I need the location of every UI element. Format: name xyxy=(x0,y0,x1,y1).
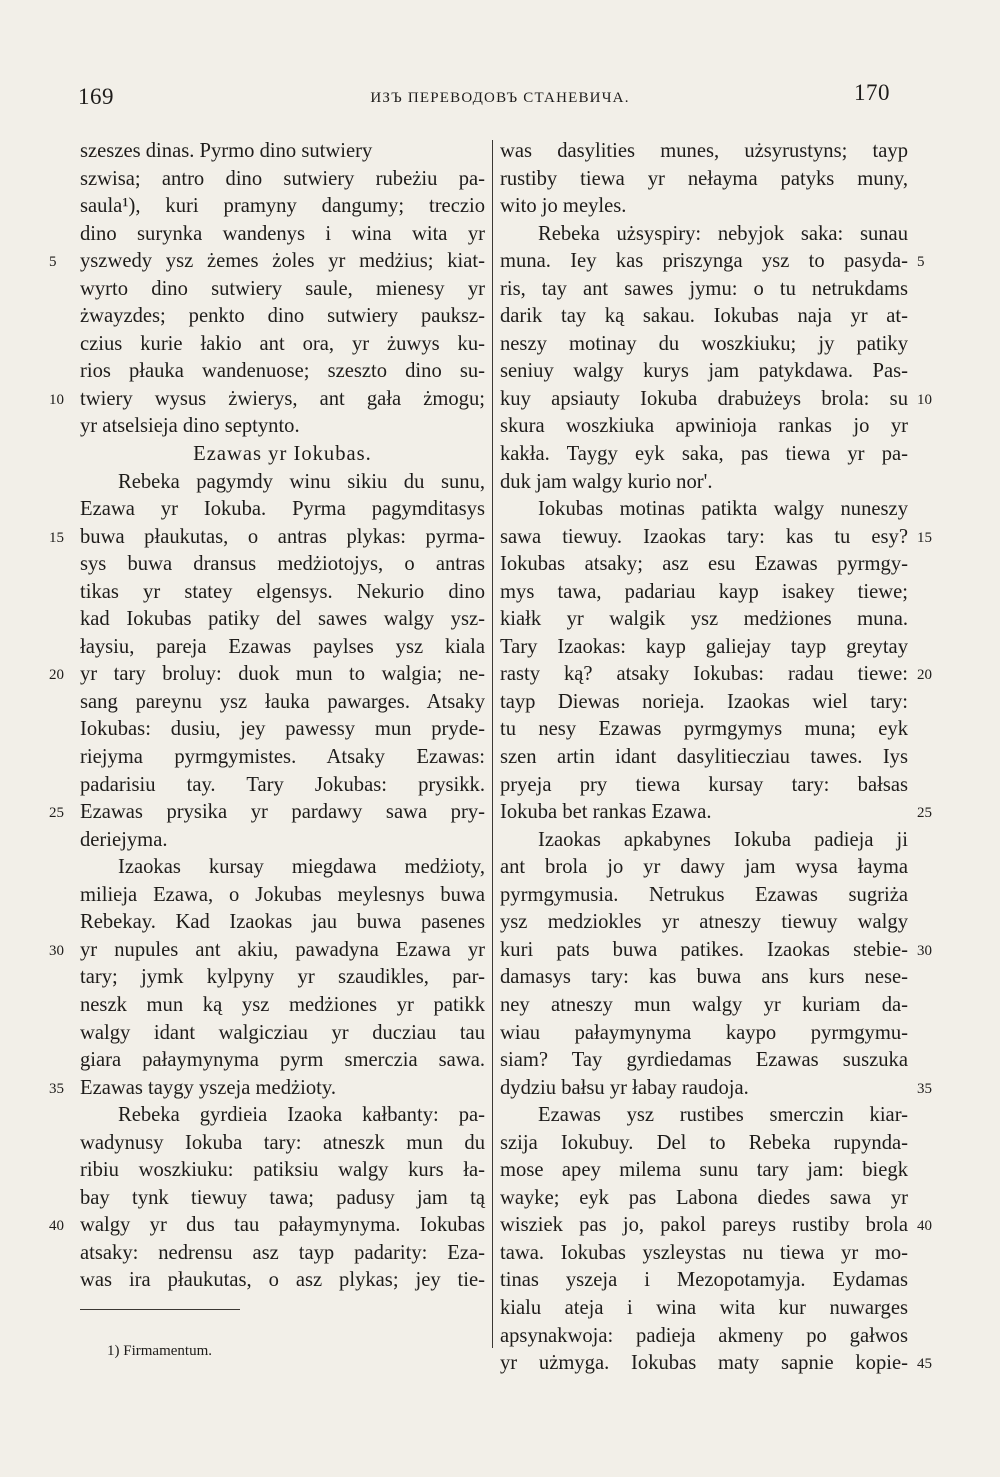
text-line: yr tary broluy: duok mun to walgia; ne- xyxy=(80,663,485,686)
text-line: Iokuba bet rankas Ezawa. xyxy=(500,801,712,824)
text-line: rios płauka wandenuose; szeszto dino su- xyxy=(80,360,485,383)
right-column xyxy=(500,138,908,1378)
text-line: buwa płaukutas, o antras plykas: pyrma- xyxy=(80,525,485,548)
line-number-right: 25 xyxy=(917,805,932,822)
text-line: walgy idant walgicziau yr ducziau tau xyxy=(80,1021,485,1044)
line-number-left: 30 xyxy=(49,942,64,959)
text-line: ant brola jo yr dawy jam wysa łayma xyxy=(500,856,908,879)
text-line: Izaokas kursay miegdawa medżioty, xyxy=(118,856,485,879)
text-line: tayp Diewas norieja. Izaokas wiel tary: xyxy=(500,690,908,713)
text-line: szija Iokubuy. Del to Rebeka rupynda- xyxy=(500,1131,908,1154)
text-line: Rebeka gyrdieia Izaoka kałbanty: pa- xyxy=(118,1104,485,1127)
text-line: neszk mun ką ysz medżiones yr patikk xyxy=(80,993,485,1016)
text-line: łaysiu, pareja Ezawas paylses ysz kiala xyxy=(80,635,485,658)
left-column xyxy=(80,138,485,1366)
line-number-left: 25 xyxy=(49,805,64,822)
text-line: mose apey milema sunu tary jam: biegk xyxy=(500,1159,908,1182)
text-line: pryeja pry tiewa kursay tary: bałsas xyxy=(500,773,908,796)
text-line: szeszes dinas. Pyrmo dino sutwiery xyxy=(80,140,373,162)
text-line: bay tynk tiewuy tawa; padusy jam tą xyxy=(80,1186,485,1209)
line-number-left: 40 xyxy=(49,1218,64,1235)
line-number-right: 30 xyxy=(917,942,932,959)
text-line: duk jam walgy kurio nor'. xyxy=(500,470,713,493)
text-line: Rebeka pagymdy winu sikiu du sunu, xyxy=(118,470,485,493)
line-number-left: 35 xyxy=(49,1080,64,1097)
text-line: was dasylities munes, użsyrustyns; tayp xyxy=(500,140,908,162)
text-line: mys tawa, padariau kayp isakey tiewe; xyxy=(500,580,908,603)
text-line: tu nesy Ezawas pyrmgymys muna; eyk xyxy=(500,718,908,741)
line-number-right: 45 xyxy=(917,1356,932,1373)
text-line: yr atselsieja dino septynto. xyxy=(80,415,300,438)
text-line: sys buwa dransus medżiotojys, o antras xyxy=(80,553,485,576)
text-line: tary; jymk kylpyny yr szaudikles, par- xyxy=(80,966,485,989)
text-line: walgy yr dus tau pałaymynyma. Iokubas xyxy=(80,1214,485,1237)
text-line: dino surynka wandenys i wina wita yr xyxy=(80,222,485,245)
text-line: milieja Ezawa, o Jokubas meylesnys buwa xyxy=(80,883,485,906)
text-line: neszy motinay du woszkiuku; jy patiky xyxy=(500,332,908,355)
text-line: ysz medziokles yr atneszy tiewuy walgy xyxy=(500,911,908,934)
text-line: deriejyma. xyxy=(80,828,168,851)
text-line: ribiu woszkiuku: patiksiu walgy kurs ła- xyxy=(80,1159,485,1182)
page-number-right: 170 xyxy=(854,80,890,105)
line-number-left: 20 xyxy=(49,667,64,684)
text-line: atsaky: nedrensu asz tayp padarity: Eza- xyxy=(80,1241,485,1264)
footnote: 1) Firmamentum. xyxy=(107,1342,212,1359)
text-line: kakła. Taygy eyk saka, pas tiewa yr pa- xyxy=(500,443,908,466)
text-line: tawa. Iokubas yszleystas nu tiewa yr mo- xyxy=(500,1241,908,1264)
text-line: ney atneszy mun walgy yr kuriam da- xyxy=(500,993,908,1016)
line-number-left: 15 xyxy=(49,529,64,546)
column-divider xyxy=(492,140,493,1348)
line-number-right: 15 xyxy=(917,529,932,546)
text-line: giara pałaymynyma pyrm smerczia sawa. xyxy=(80,1049,485,1072)
line-number-right: 40 xyxy=(917,1218,932,1235)
line-number-left: 10 xyxy=(49,391,64,408)
text-line: damasys tary: kas buwa ans kurs nese- xyxy=(500,966,908,989)
text-line: siam? Tay gyrdiedamas Ezawas suszuka xyxy=(500,1049,908,1072)
text-line: pyrmgymusia. Netrukus Ezawas sugriża xyxy=(500,883,908,906)
text-line: kiałk yr walgik ysz medżiones muna. xyxy=(500,608,908,631)
text-line: tikas yr statey elgensys. Nekurio dino xyxy=(80,580,485,603)
text-line: żwayzdes; penkto dino sutwiery pauksz- xyxy=(80,305,485,328)
line-number-right: 5 xyxy=(917,254,925,271)
text-line: kad Iokubas patiky del sawes walgy ysz- xyxy=(80,608,485,631)
text-line: szen artin idant dasylitiecziau tawes. Iys xyxy=(500,746,908,769)
text-line: kuri pats buwa patikes. Izaokas stebie- xyxy=(500,938,908,961)
text-line: wito jo meyles. xyxy=(500,195,627,218)
text-line: rasty ką? atsaky Iokubas: radau tiewe: xyxy=(500,663,908,686)
text-line: muna. Iey kas priszynga ysz to pasyda- xyxy=(500,250,908,273)
text-line: Ezawas prysika yr pardawy sawa pry- xyxy=(80,801,485,824)
text-line: kuy apsiauty Iokuba drabużeys brola: su xyxy=(500,387,908,410)
text-line: Iokubas atsaky; asz esu Ezawas pyrmgy- xyxy=(500,553,908,576)
text-line: sawa tiewuy. Izaokas tary: kas tu esy? xyxy=(500,525,908,548)
text-line: seniuy walgy kurys jam patykdawa. Pas- xyxy=(500,360,908,383)
text-line: Ezawas ysz rustibes smerczin kiar- xyxy=(538,1104,908,1127)
text-line: padarisiu tay. Tary Jokubas: prysikk. xyxy=(80,773,485,796)
text-line: Ezawas taygy yszeja medżioty. xyxy=(80,1076,336,1099)
running-title: ИЗЪ ПЕРЕВОДОВЪ СТАНЕВИЧА. xyxy=(370,90,630,106)
text-line: yszwedy ysz żemes żoles yr medżius; kiat- xyxy=(80,250,485,273)
text-line: rustiby tiewa yr nełayma patyks muny, xyxy=(500,167,908,190)
text-line: wisziek pas jo, pakol pareys rustiby brola xyxy=(500,1214,908,1237)
text-line: wyrto dino sutwiery saule, mienesy yr xyxy=(80,277,485,300)
line-number-right: 10 xyxy=(917,391,932,408)
text-line: Rebeka użsyspiry: nebyjok saka: sunau xyxy=(538,222,908,245)
line-number-right: 35 xyxy=(917,1080,932,1097)
text-line: skura woszkiuka apwinioja rankas jo yr xyxy=(500,415,908,438)
text-line: saula¹), kuri pramyny dangumy; treczio xyxy=(80,195,485,218)
footnote-rule xyxy=(80,1309,240,1310)
text-line: Izaokas apkabynes Iokuba padieja ji xyxy=(538,828,908,851)
text-line: twiery wysus żwierys, ant gała żmogu; xyxy=(80,387,485,410)
line-number-right: 20 xyxy=(917,667,932,684)
text-line: wayke; eyk pas Labona diedes sawa yr xyxy=(500,1186,908,1209)
text-line: dydziu bałsu yr łabay raudoja. xyxy=(500,1076,749,1099)
text-line: kialu ateja i wina wita kur nuwarges xyxy=(500,1296,908,1319)
text-line: Iokubas motinas patikta walgy nuneszy xyxy=(538,498,908,521)
text-line: tinas yszeja i Mezopotamyja. Eydamas xyxy=(500,1269,908,1292)
text-line: Tary Izaokas: kayp galiejay tayp greytay xyxy=(500,635,908,658)
text-line: ris, tay ant sawes jymu: o tu netrukdams xyxy=(500,277,908,300)
text-line: czius kurie łakio ant ora, yr żuwys ku- xyxy=(80,332,485,355)
text-line: darik tay ką sakau. Iokubas naja yr at- xyxy=(500,305,908,328)
text-line: wiau pałaymynyma kaypo pyrmgymu- xyxy=(500,1021,908,1044)
line-number-left: 5 xyxy=(49,254,57,271)
text-line: yr nupules ant akiu, pawadyna Ezawa yr xyxy=(80,938,485,961)
section-heading: Ezawas yr Iokubas. xyxy=(193,443,372,466)
text-line: riejyma pyrmgymistes. Atsaky Ezawas: xyxy=(80,746,485,769)
text-line: sang pareynu ysz łauka pawarges. Atsaky xyxy=(80,690,485,713)
text-line: wadynusy Iokuba tary: atneszk mun du xyxy=(80,1131,485,1154)
text-line: Iokubas: dusiu, jey pawessy mun pryde- xyxy=(80,718,485,741)
text-line: was ira płaukutas, o asz plykas; jey tie- xyxy=(80,1269,485,1292)
text-line: apsynakwoja: padieja akmeny po gałwos xyxy=(500,1324,908,1347)
page-number-left: 169 xyxy=(78,84,114,109)
text-line: Ezawa yr Iokuba. Pyrma pagymditasys xyxy=(80,498,485,521)
text-line: Rebekay. Kad Izaokas jau buwa pasenes xyxy=(80,911,485,934)
text-line: szwisa; antro dino sutwiery rubeżiu pa- xyxy=(80,167,485,190)
text-line: yr użmyga. Iokubas maty sapnie kopie- xyxy=(500,1352,908,1375)
